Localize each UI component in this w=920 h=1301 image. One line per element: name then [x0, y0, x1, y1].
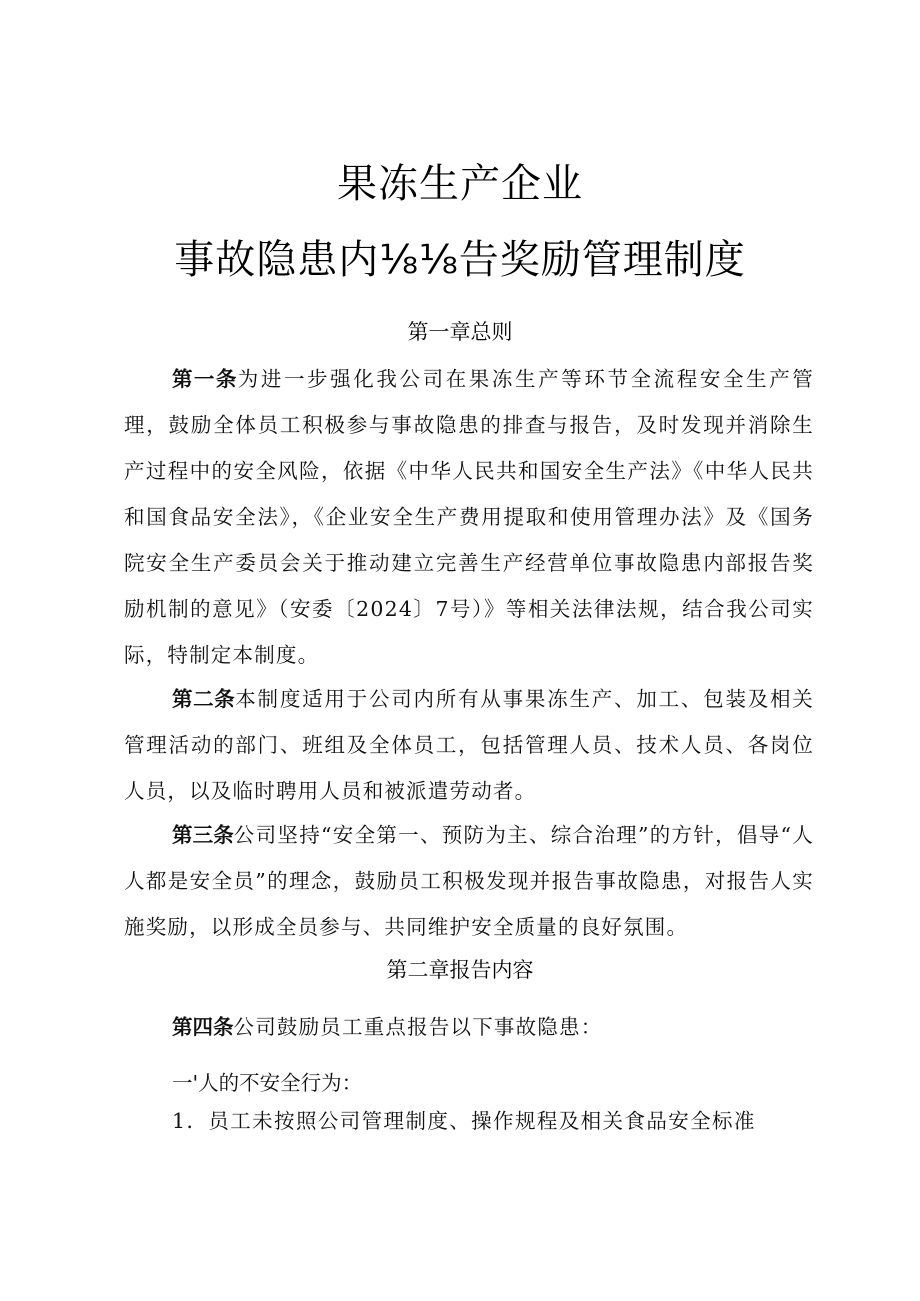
section-1-heading: 一'人的不安全行为：: [172, 1071, 363, 1095]
chapter-2-heading: 第二章报告内容: [386, 958, 534, 982]
document-title-line-1: 果冻生产企业: [337, 161, 583, 207]
article-2-text: 本制度适用于公司内所有从事果冻生产、加工、包装及相关管理活动的部门、班组及全体员工，包括管理人员、技术人员、各岗位人员，以及临时聘用人员和被派遣劳动者。: [124, 687, 814, 803]
document-title-line-2: 事故隐患内⅛⅛告奖励管理制度: [174, 237, 746, 283]
article-4-label: 第四条: [172, 1015, 234, 1039]
article-1-paragraph: [124, 356, 814, 678]
list-item-1: 1．员工未按照公司管理制度、操作规程及相关食品安全标准: [172, 1109, 756, 1133]
article-4-paragraph: [124, 1004, 814, 1050]
article-2-paragraph: [124, 676, 814, 814]
article-3-label: 第三条: [172, 823, 234, 847]
article-3-text: 公司坚持“安全第一、预防为主、综合治理”的方针，倡导“人人都是安全员”的理念，鼓励员工积极发现并报告事故隐患，对报告人实施奖励，以形成全员参与、共同维护安全质量的良好氛围。: [124, 823, 814, 939]
article-1-label: 第一条: [172, 367, 238, 391]
article-4-text: 公司鼓励员工重点报告以下事故隐患：: [233, 1015, 603, 1039]
article-2-label: 第二条: [172, 687, 236, 711]
article-1-text: 为进一步强化我公司在果冻生产等环节全流程安全生产管理，鼓励全体员工积极参与事故隐患的排查与报告，及时发现并消除生产过程中的安全风险，依据《中华人民共和国安全生产法》《中华人民共和国食品安全法》，《企业安全生产费用提取和使用管理办法》及《国务院安全生产委员会关于推动建立完善生产经营单位事故隐患内部报告奖励机制的意见》（安委〔2024〕7号）》等相关法律法规，结合我公司实际，特制定本制度。: [124, 367, 815, 667]
chapter-1-heading: 第一章总则: [407, 320, 513, 344]
article-3-paragraph: [124, 812, 814, 950]
